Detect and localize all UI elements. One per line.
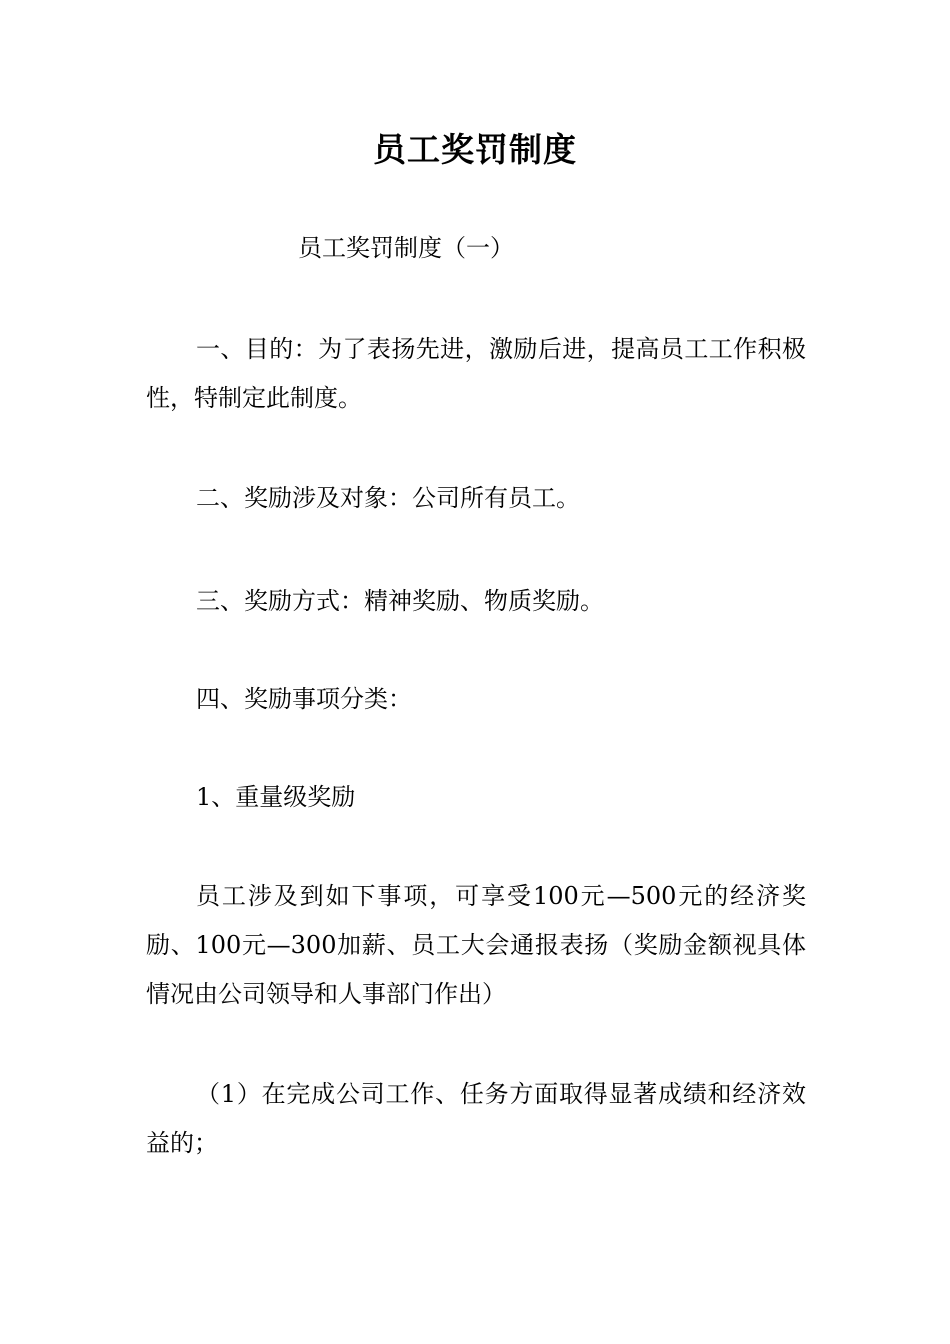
paragraph-reward-methods: 三、奖励方式：精神奖励、物质奖励。 bbox=[196, 587, 604, 615]
document-subtitle: 员工奖罚制度（一） bbox=[298, 234, 514, 262]
paragraph-item-1: （1）在完成公司工作、任务方面取得显著成绩和经济效益的； bbox=[146, 1080, 806, 1157]
paragraph-purpose: 一、目的：为了表扬先进，激励后进，提高员工工作积极性，特制定此制度。 bbox=[146, 335, 806, 412]
paragraph-reward-targets: 二、奖励涉及对象：公司所有员工。 bbox=[196, 484, 580, 512]
paragraph-major-reward-heading: 1、重量级奖励 bbox=[196, 783, 356, 811]
paragraph-major-reward-description: 员工涉及到如下事项，可享受100元—500元的经济奖励、100元—300加薪、员工大会通报表扬（奖励金额视具体情况由公司领导和人事部门作出） bbox=[146, 882, 806, 1008]
paragraph-reward-categories: 四、奖励事项分类： bbox=[196, 685, 412, 713]
document-title: 员工奖罚制度 bbox=[373, 130, 577, 169]
